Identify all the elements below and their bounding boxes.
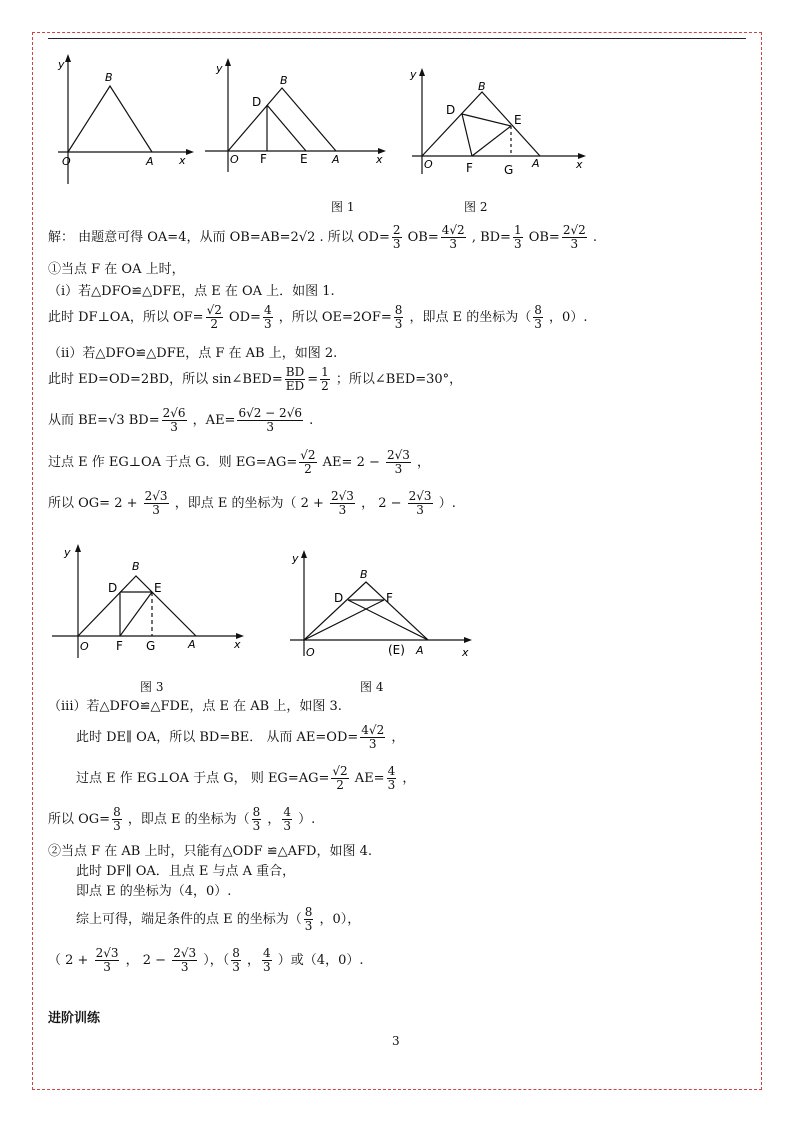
fraction-denominator: 3 xyxy=(113,819,121,833)
point-b-label: B xyxy=(478,80,486,93)
point-f-label: F xyxy=(386,591,393,605)
text-segment: 此时 ED=OD=2BD，所以 sin∠BED= xyxy=(48,372,283,387)
text-segment: ，AE= xyxy=(188,413,236,428)
text-segment: OB= xyxy=(524,230,560,245)
text-segment: AE= 2 − xyxy=(318,455,384,470)
caption-figure-4: 图 4 xyxy=(360,680,384,694)
fraction xyxy=(330,490,355,517)
fraction xyxy=(331,765,348,792)
case-1-iii xyxy=(48,699,342,715)
text-segment: ；所以∠BED=30°， xyxy=(331,372,463,387)
fraction-denominator: 3 xyxy=(263,960,271,974)
text-segment: OB= xyxy=(403,230,439,245)
text-segment: ①当点 F 在 OA 上时， xyxy=(48,262,185,277)
fraction-denominator: 3 xyxy=(387,778,396,792)
figure-2 xyxy=(400,64,590,186)
text-segment: ）或（4，0）. xyxy=(273,953,364,968)
fraction-numerator: 2√3 xyxy=(408,489,432,503)
figure-1 xyxy=(200,56,390,176)
fraction-numerator: √2 xyxy=(332,764,348,778)
text-segment: , BD= xyxy=(467,230,511,245)
fraction-numerator: 4 xyxy=(283,805,292,819)
fraction-denominator: 2 xyxy=(321,379,329,393)
fraction-denominator: 3 xyxy=(170,420,178,434)
point-e-label: E xyxy=(300,152,308,166)
point-f-label: F xyxy=(466,161,473,175)
text-segment: ②当点 F 在 AB 上时，只能有△ODF ≌△AFD，如图 4. xyxy=(48,844,372,859)
summary-coords xyxy=(48,947,363,974)
point-a-label: A xyxy=(332,153,340,166)
fraction-denominator: 3 xyxy=(394,462,403,476)
fraction xyxy=(320,366,330,393)
origin-label: O xyxy=(306,646,315,659)
point-d-label: D xyxy=(252,95,262,109)
case-2-coord xyxy=(76,884,231,900)
fraction-numerator: √2 xyxy=(300,448,316,462)
fraction-denominator: 3 xyxy=(449,237,458,251)
fraction-numerator: 1 xyxy=(321,365,329,379)
case-2-df xyxy=(76,864,295,880)
fraction-denominator: 3 xyxy=(266,420,275,434)
fraction xyxy=(162,407,187,434)
fraction-numerator: 2√3 xyxy=(331,489,354,503)
fraction-numerator: 2√3 xyxy=(387,448,410,462)
text-segment: 此时 DE∥ OA，所以 BD=BE． 从而 AE=OD= xyxy=(76,730,359,745)
fraction-numerator: 1 xyxy=(513,223,522,237)
fraction-numerator: 2√6 xyxy=(162,406,186,420)
fraction-numerator: BD xyxy=(285,365,305,379)
fraction xyxy=(95,947,120,974)
header-rule xyxy=(48,38,746,39)
axis-y-label: y xyxy=(292,552,299,565)
text-segment: ， xyxy=(387,730,405,745)
fraction xyxy=(299,449,316,476)
fraction-numerator: 8 xyxy=(534,303,542,317)
point-d-label: D xyxy=(446,103,456,117)
text-segment: 此时 DF⊥OA，所以 OF= xyxy=(48,310,204,325)
axis-y-label: y xyxy=(58,58,65,71)
text-segment: AE= xyxy=(350,771,385,786)
figure-4 xyxy=(286,548,476,666)
text-segment: ， xyxy=(398,771,416,786)
caption-figure-3: 图 3 xyxy=(140,680,164,694)
fraction-denominator: 3 xyxy=(416,503,424,517)
point-e-label: E xyxy=(514,113,522,127)
fraction xyxy=(408,490,433,517)
fraction-denominator: 2 xyxy=(210,317,219,331)
figure-0 xyxy=(48,52,198,192)
fraction-denominator: 3 xyxy=(232,960,240,974)
text-segment: ， 2 − xyxy=(121,953,171,968)
origin-label: O xyxy=(230,153,239,166)
case-1-ii-sin xyxy=(48,366,462,393)
fraction xyxy=(144,490,169,517)
text-segment: 所以 OG= xyxy=(48,812,111,827)
caption-figure-2: 图 2 xyxy=(464,200,488,214)
point-b-label: B xyxy=(105,71,113,84)
axis-y-label: y xyxy=(216,62,223,75)
axis-x-label: x xyxy=(376,153,383,166)
fraction-numerator: 2 xyxy=(392,223,401,237)
fraction xyxy=(282,806,292,833)
point-e-label: E xyxy=(154,581,162,595)
text-segment: ）. xyxy=(434,496,456,511)
axis-x-label: x xyxy=(576,158,583,171)
text-segment: ，0）. xyxy=(544,310,588,325)
fraction-denominator: 3 xyxy=(570,237,579,251)
text-segment: 过点 E 作 EG⊥OA 于点 G， 则 EG=AG= xyxy=(76,771,330,786)
fraction-denominator: 3 xyxy=(534,317,542,331)
fraction xyxy=(441,224,466,251)
fraction-numerator: 4 xyxy=(263,303,272,317)
section-heading: 进阶训练 xyxy=(48,1011,101,1026)
point-d-label: D xyxy=(334,591,344,605)
text-segment: （ⅱ）若△DFO≌△DFE，点 F 在 AB 上，如图 2. xyxy=(48,346,338,361)
text-segment: ， xyxy=(412,455,431,470)
case-1-iii-de xyxy=(76,724,404,751)
text-segment: ， xyxy=(263,812,281,827)
fraction xyxy=(285,366,305,393)
fraction xyxy=(263,304,273,331)
fraction-denominator: 3 xyxy=(263,317,272,331)
text-segment: 综上可得，端足条件的点 E 的坐标为（ xyxy=(76,912,302,927)
caption-figure-1: 图 1 xyxy=(331,200,355,214)
text-segment: 此时 DF∥ OA．且点 E 与点 A 重合， xyxy=(76,864,296,879)
fraction-denominator: 2 xyxy=(336,778,344,792)
fraction xyxy=(360,724,385,751)
fraction-denominator: ED xyxy=(285,379,305,393)
fraction-numerator: 8 xyxy=(113,805,121,819)
fraction-numerator: 4√2 xyxy=(441,223,465,237)
fraction-numerator: 4√2 xyxy=(361,723,385,737)
fraction xyxy=(392,224,402,251)
case-2-heading xyxy=(48,844,372,860)
fraction-numerator: 2√3 xyxy=(173,946,197,960)
fraction-numerator: 4 xyxy=(387,764,396,778)
point-f-label: F xyxy=(260,152,267,166)
fraction-denominator: 3 xyxy=(103,960,111,974)
text-segment: 解： 由题意可得 OA=4，从而 OB=AB=2√2 . 所以 OD= xyxy=(48,230,390,245)
summary-line xyxy=(76,906,360,933)
fraction-denominator: 3 xyxy=(394,317,403,331)
text-segment: = xyxy=(307,372,319,387)
axis-x-label: x xyxy=(179,154,186,167)
text-segment: （iii）若△DFO≌△FDE，点 E 在 AB 上，如图 3. xyxy=(48,699,342,714)
case-1-ii-be xyxy=(48,407,313,434)
fraction-numerator: 8 xyxy=(252,805,261,819)
point-a-label: A xyxy=(146,155,154,168)
page-number: 3 xyxy=(392,1034,400,1048)
case-1-heading xyxy=(48,262,185,278)
text-segment: ， 2 − xyxy=(356,496,406,511)
fraction-denominator: 3 xyxy=(392,237,401,251)
axis-x-label: x xyxy=(234,638,241,651)
solution-line xyxy=(48,224,597,251)
fraction xyxy=(387,765,397,792)
point-b-label: B xyxy=(360,568,368,581)
point-d-label: D xyxy=(108,581,118,595)
fraction-denominator: 3 xyxy=(304,919,313,933)
text-segment: . xyxy=(304,413,314,428)
text-segment: 即点 E 的坐标为（4，0）. xyxy=(76,884,232,899)
point-f-label: F xyxy=(116,639,123,653)
text-segment: ），（ xyxy=(199,953,230,968)
text-segment: ）. xyxy=(294,812,316,827)
fraction-numerator: 6√2 − 2√6 xyxy=(238,406,302,420)
figure-3 xyxy=(48,540,248,672)
fraction xyxy=(231,947,241,974)
case-1-ii xyxy=(48,346,337,362)
fraction-numerator: 2√3 xyxy=(144,489,168,503)
fraction-numerator: √2 xyxy=(206,303,222,317)
text-segment: . xyxy=(588,230,598,245)
point-a-label: A xyxy=(416,644,424,657)
fraction-numerator: 8 xyxy=(394,303,403,317)
text-segment: ， xyxy=(242,953,261,968)
point-e-paren-label: (E) xyxy=(388,643,405,657)
origin-label: O xyxy=(62,155,71,168)
case-1-i-calc xyxy=(48,304,587,331)
fraction-denominator: 3 xyxy=(180,960,189,974)
fraction-numerator: 4 xyxy=(263,946,271,960)
fraction-denominator: 3 xyxy=(338,503,347,517)
text-segment: 过点 E 作 EG⊥OA 于点 G．则 EG=AG= xyxy=(48,455,298,470)
fraction xyxy=(206,304,223,331)
origin-label: O xyxy=(424,158,433,171)
point-g-label: G xyxy=(504,163,514,177)
case-1-ii-og xyxy=(48,490,456,517)
text-segment: ，所以 OE=2OF= xyxy=(274,310,392,325)
point-g-label: G xyxy=(146,639,156,653)
point-a-label: A xyxy=(532,157,540,170)
point-b-label: B xyxy=(280,74,288,87)
fraction xyxy=(237,407,303,434)
axis-y-label: y xyxy=(410,68,417,81)
case-1-i xyxy=(48,284,335,300)
axis-x-label: x xyxy=(462,646,469,659)
text-segment: ，即点 E 的坐标为（ 2 + xyxy=(170,496,329,511)
text-segment: 所以 OG= 2 + xyxy=(48,496,142,511)
text-segment: ，即点 E 的坐标为（ xyxy=(405,310,532,325)
case-1-ii-eg xyxy=(48,449,430,476)
fraction-numerator: 8 xyxy=(304,905,313,919)
fraction-numerator: 8 xyxy=(232,946,240,960)
text-segment: ，0）， xyxy=(315,912,361,927)
fraction xyxy=(112,806,122,833)
fraction xyxy=(252,806,262,833)
fraction xyxy=(533,304,543,331)
point-b-label: B xyxy=(132,560,140,573)
fraction-numerator: 2√3 xyxy=(95,946,119,960)
fraction-denominator: 3 xyxy=(283,819,292,833)
origin-label: O xyxy=(80,640,89,653)
fraction xyxy=(394,304,404,331)
case-1-iii-og xyxy=(48,806,315,833)
fraction xyxy=(262,947,272,974)
fraction xyxy=(562,224,587,251)
fraction-denominator: 2 xyxy=(304,462,312,476)
fraction-denominator: 3 xyxy=(513,237,522,251)
case-1-iii-eg xyxy=(76,765,415,792)
axis-y-label: y xyxy=(64,546,71,559)
fraction xyxy=(513,224,523,251)
fraction-denominator: 3 xyxy=(252,819,261,833)
text-segment: （ 2 + xyxy=(48,953,93,968)
text-segment: 从而 BE=√3 BD= xyxy=(48,413,160,428)
fraction xyxy=(304,906,314,933)
point-a-label: A xyxy=(188,638,196,651)
fraction-denominator: 3 xyxy=(368,737,377,751)
fraction-numerator: 2√2 xyxy=(562,223,586,237)
text-segment: （ⅰ）若△DFO≌△DFE，点 E 在 OA 上．如图 1. xyxy=(48,284,335,299)
text-segment: OD= xyxy=(224,310,261,325)
fraction xyxy=(172,947,197,974)
fraction-denominator: 3 xyxy=(152,503,160,517)
text-segment: ，即点 E 的坐标为（ xyxy=(123,812,250,827)
fraction xyxy=(386,449,411,476)
